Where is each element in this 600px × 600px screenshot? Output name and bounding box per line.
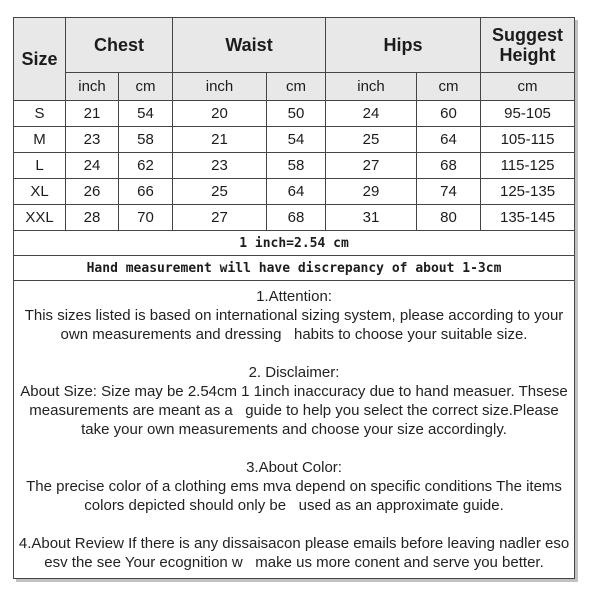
cell-waist-cm: 50 [267,101,326,127]
cell-size: L [14,153,66,179]
cell-chest-cm: 62 [119,153,173,179]
cell-hips-cm: 80 [417,205,481,231]
cell-hips-cm: 60 [417,101,481,127]
disclaimer-title: 2. Disclaimer: [248,364,340,381]
cell-hips-inch: 31 [326,205,417,231]
inch-conversion-note: 1 inch=2.54 cm [14,231,575,256]
unit-header-chest-cm: cm [119,73,173,101]
disclaimer-section [14,363,574,439]
about-color-section [14,458,574,515]
cell-waist-inch: 20 [173,101,267,127]
cell-size: M [14,127,66,153]
attention-title: 1.Attention: [256,288,332,305]
unit-header-waist-cm: cm [267,73,326,101]
cell-hips-cm: 68 [417,153,481,179]
cell-height: 125-135 [481,179,575,205]
unit-header-hips-inch: inch [326,73,417,101]
about-review-body: 4.About Review If there is any dissaisacon please emails before leaving nadler eso esv the see Your ecognition w make us more conent and serve you better. [18,535,574,571]
column-header-chest: Chest [66,18,173,73]
column-header-hips: Hips [326,18,481,73]
cell-waist-cm: 68 [267,205,326,231]
cell-height: 95-105 [481,101,575,127]
cell-hips-inch: 25 [326,127,417,153]
info-text-block [14,281,575,579]
cell-size: XL [14,179,66,205]
cell-hips-inch: 29 [326,179,417,205]
table-row-size-s [14,101,575,127]
size-chart-container [13,17,574,579]
note-row-conversion [14,231,575,256]
cell-height: 105-115 [481,127,575,153]
cell-chest-cm: 70 [119,205,173,231]
unit-header-hips-cm: cm [417,73,481,101]
cell-waist-inch: 27 [173,205,267,231]
cell-chest-cm: 54 [119,101,173,127]
cell-waist-inch: 25 [173,179,267,205]
cell-hips-cm: 64 [417,127,481,153]
measurement-tolerance-note: Hand measurement will have discrepancy of about 1-3cm [14,256,575,281]
cell-waist-cm: 64 [267,179,326,205]
attention-section [14,287,574,344]
size-chart-table [13,17,575,579]
cell-hips-inch: 24 [326,101,417,127]
cell-chest-inch: 26 [66,179,119,205]
cell-chest-inch: 23 [66,127,119,153]
table-row-size-m [14,127,575,153]
cell-waist-inch: 21 [173,127,267,153]
column-header-waist: Waist [173,18,326,73]
cell-size: XXL [14,205,66,231]
cell-waist-cm: 54 [267,127,326,153]
cell-hips-inch: 27 [326,153,417,179]
cell-height: 135-145 [481,205,575,231]
header-row-units [14,73,575,101]
cell-chest-inch: 28 [66,205,119,231]
note-row-tolerance [14,256,575,281]
table-row-size-xl [14,179,575,205]
table-row-size-l [14,153,575,179]
cell-chest-cm: 58 [119,127,173,153]
cell-hips-cm: 74 [417,179,481,205]
header-row-main [14,18,575,73]
cell-chest-inch: 24 [66,153,119,179]
about-review-section [14,534,574,572]
cell-waist-cm: 58 [267,153,326,179]
cell-waist-inch: 23 [173,153,267,179]
attention-body: This sizes listed is based on international sizing system, please according to your own measurements and dressing habits to choose your suitable size. [24,307,568,343]
cell-chest-inch: 21 [66,101,119,127]
column-header-size: Size [14,18,66,101]
cell-height: 115-125 [481,153,575,179]
cell-chest-cm: 66 [119,179,173,205]
about-color-title: 3.About Color: [246,459,342,476]
info-row [14,281,575,579]
about-color-body: The precise color of a clothing ems mva depend on specific conditions The items colors depicted should only be used as an approximate guide. [26,478,567,514]
unit-header-chest-inch: inch [66,73,119,101]
cell-size: S [14,101,66,127]
table-row-size-xxl [14,205,575,231]
disclaimer-body: About Size: Size may be 2.54cm 1 1inch inaccuracy due to hand measuer. Thsese measurements are meant as a guide to help you select the correct size.Please take your own measurements and choose your size accordingly. [20,383,572,438]
column-header-suggest-height: Suggest Height [481,18,575,73]
unit-header-height-cm: cm [481,73,575,101]
unit-header-waist-inch: inch [173,73,267,101]
